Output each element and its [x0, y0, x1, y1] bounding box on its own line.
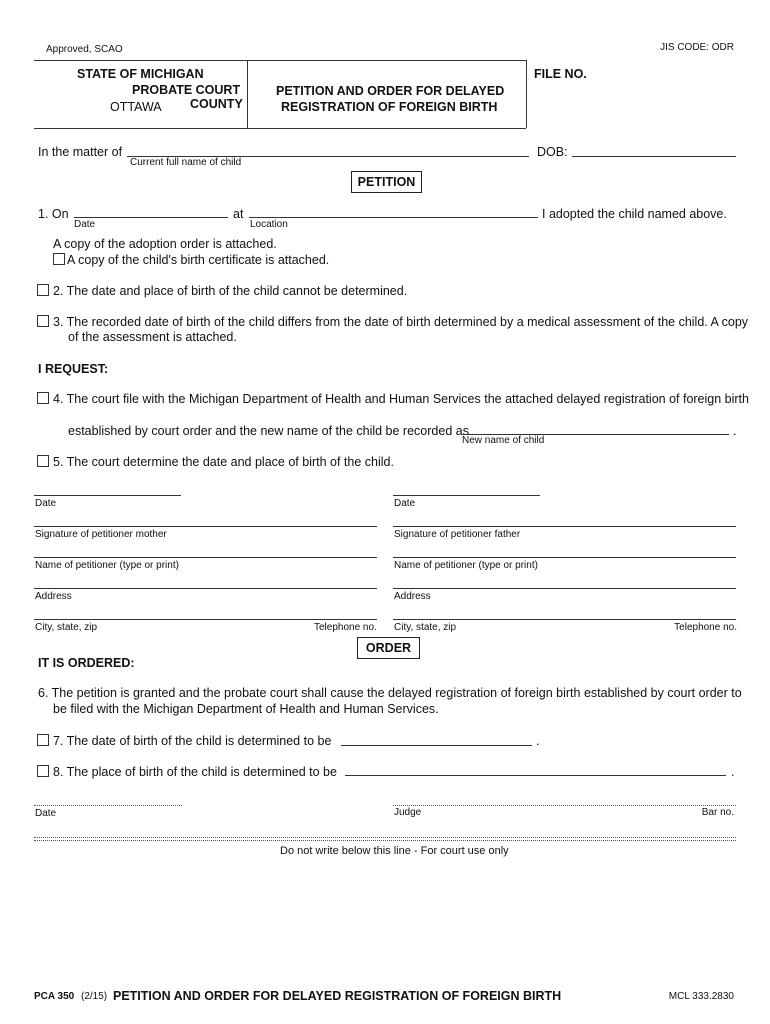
right-name-label: Name of petitioner (type or print): [394, 560, 538, 571]
footer-title: PETITION AND ORDER FOR DELAYED REGISTRATION OF FOREIGN BIRTH: [113, 989, 562, 1003]
court-use-note: Do not write below this line - For court use only: [280, 845, 509, 857]
item1-date-field[interactable]: [74, 217, 228, 218]
item3-checkbox[interactable]: [37, 315, 49, 327]
judge-label: Judge: [394, 807, 422, 818]
left-phone-label: Telephone no.: [314, 622, 377, 633]
file-no-label: FILE NO.: [534, 67, 587, 81]
jis-code: JIS CODE: ODR: [660, 42, 734, 53]
right-city-field[interactable]: [393, 619, 736, 620]
item6-text-line2: be filed with the Michigan Department of Health and Human Services.: [53, 702, 439, 716]
birth-place-field[interactable]: [345, 775, 726, 776]
item1-tail: I adopted the child named above.: [542, 207, 727, 221]
court-use-rule-2: [34, 840, 736, 841]
item7-checkbox[interactable]: [37, 734, 49, 746]
form-code: PCA 350: [34, 991, 75, 1002]
item4-period: .: [733, 424, 737, 438]
ordered-heading: IT IS ORDERED:: [38, 656, 135, 670]
court-name: PROBATE COURT: [132, 83, 241, 97]
approved-label: Approved, SCAO: [46, 44, 123, 55]
right-phone-label: Telephone no.: [674, 622, 737, 633]
judge-signature-field[interactable]: [393, 805, 736, 806]
item8-period: .: [731, 765, 735, 779]
left-name-field[interactable]: [34, 557, 377, 558]
right-city-label: City, state, zip: [394, 622, 457, 633]
item1-date-caption: Date: [74, 219, 96, 230]
header-right-rule: [526, 60, 527, 128]
left-name-label: Name of petitioner (type or print): [35, 560, 179, 571]
header-mid-rule: [247, 60, 248, 128]
new-name-caption: New name of child: [462, 435, 545, 446]
child-name-caption: Current full name of child: [130, 157, 242, 168]
state-name: STATE OF MICHIGAN: [77, 67, 204, 81]
birth-cert-checkbox[interactable]: [53, 253, 65, 265]
item8-text: 8. The place of birth of the child is determined to be: [53, 765, 337, 779]
item4-checkbox[interactable]: [37, 392, 49, 404]
birth-date-field[interactable]: [341, 745, 532, 746]
right-address-field[interactable]: [393, 588, 736, 589]
right-date-label: Date: [394, 498, 416, 509]
left-signature-label: Signature of petitioner mother: [35, 529, 167, 540]
petition-heading: PETITION: [351, 171, 422, 193]
right-name-field[interactable]: [393, 557, 736, 558]
county-name[interactable]: OTTAWA: [110, 100, 162, 114]
header-bottom-rule: [34, 128, 526, 129]
item5-checkbox[interactable]: [37, 455, 49, 467]
item6-text-line1: 6. The petition is granted and the probate court shall cause the delayed registration of foreign birth established by court order to: [38, 686, 742, 700]
item7-period: .: [536, 734, 540, 748]
right-date-field[interactable]: [393, 495, 540, 496]
item2-checkbox[interactable]: [37, 284, 49, 296]
form-title-line1: PETITION AND ORDER FOR DELAYED: [276, 84, 505, 98]
item1-location-caption: Location: [250, 219, 288, 230]
item3-text-line1: 3. The recorded date of birth of the child differs from the date of birth determined by a medical assessment of the child. A copy: [53, 315, 749, 329]
bar-no-label: Bar no.: [701, 807, 734, 818]
left-date-field[interactable]: [34, 495, 181, 496]
item1-location-field[interactable]: [249, 217, 538, 218]
item8-checkbox[interactable]: [37, 765, 49, 777]
order-heading: ORDER: [357, 637, 420, 659]
form-title-line2: REGISTRATION OF FOREIGN BIRTH: [281, 100, 498, 114]
order-date-label: Date: [35, 808, 57, 819]
left-date-label: Date: [35, 498, 57, 509]
statute-ref: MCL 333.2830: [668, 991, 734, 1002]
left-address-field[interactable]: [34, 588, 377, 589]
right-address-label: Address: [394, 591, 431, 602]
matter-label: In the matter of: [38, 145, 123, 159]
left-city-label: City, state, zip: [35, 622, 98, 633]
order-date-field[interactable]: [34, 805, 182, 806]
item4-text-line1: 4. The court file with the Michigan Department of Health and Human Services the attached delayed registration of foreign birth: [53, 392, 749, 406]
dob-field[interactable]: [572, 156, 736, 157]
birth-cert-label: A copy of the child's birth certificate is attached.: [67, 253, 330, 267]
item4-text-line2: established by court order and the new name of the child be recorded as: [68, 424, 469, 438]
left-signature-field[interactable]: [34, 526, 377, 527]
item2-text: 2. The date and place of birth of the child cannot be determined.: [53, 284, 408, 298]
court-use-rule-1: [34, 837, 736, 838]
right-signature-field[interactable]: [393, 526, 736, 527]
left-address-label: Address: [35, 591, 72, 602]
item3-text-line2: of the assessment is attached.: [68, 330, 237, 344]
county-label: COUNTY: [190, 97, 243, 111]
dob-label: DOB:: [537, 145, 568, 159]
header-top-rule: [34, 60, 526, 61]
item1-at: at: [233, 207, 244, 221]
item5-text: 5. The court determine the date and place of birth of the child.: [53, 455, 394, 469]
item1-note: A copy of the adoption order is attached.: [53, 237, 277, 251]
left-city-field[interactable]: [34, 619, 377, 620]
right-signature-label: Signature of petitioner father: [394, 529, 521, 540]
form-revision: (2/15): [81, 991, 108, 1002]
request-heading: I REQUEST:: [38, 362, 109, 376]
item1-on: 1. On: [38, 207, 69, 221]
item7-text: 7. The date of birth of the child is determined to be: [53, 734, 332, 748]
